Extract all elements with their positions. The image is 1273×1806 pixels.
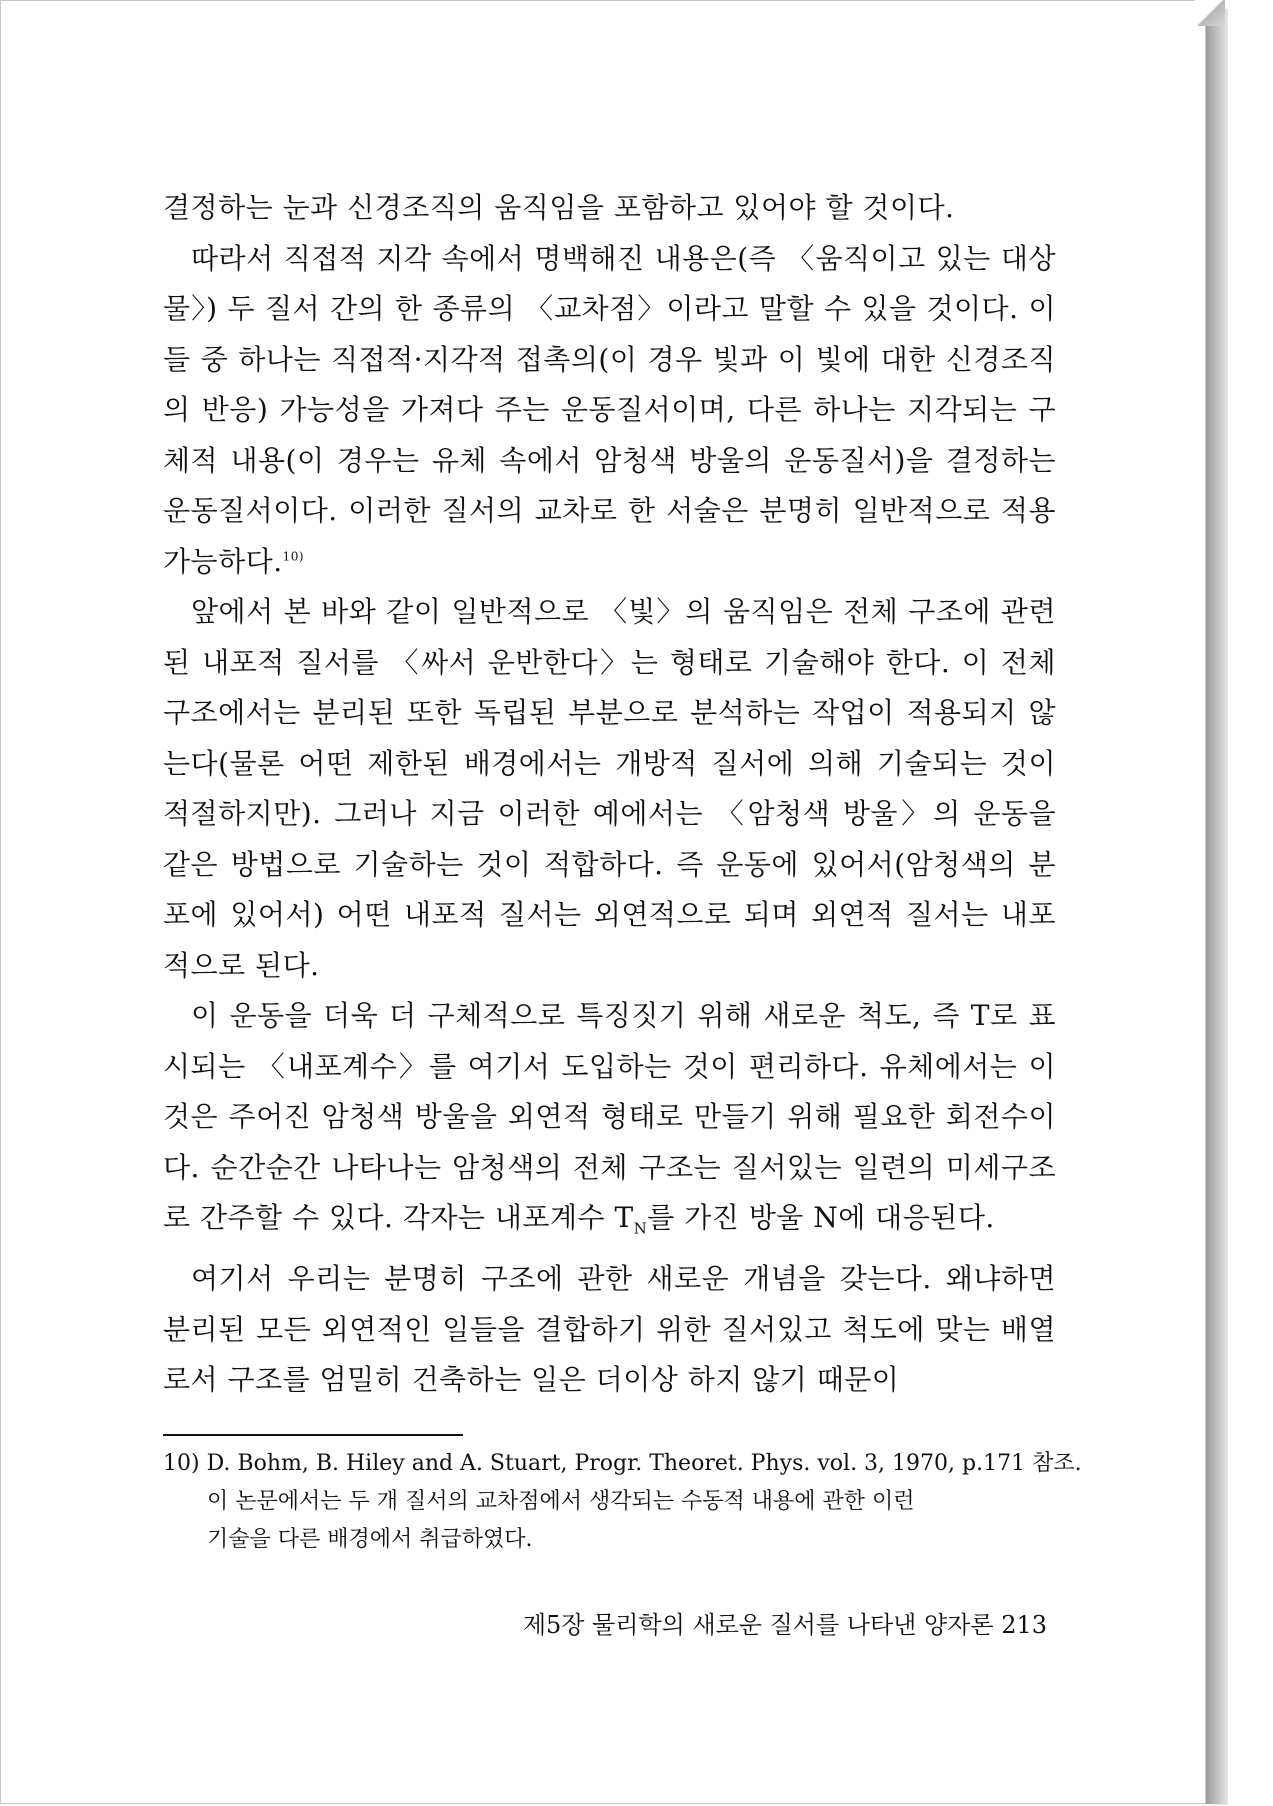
paragraph-enfoldment-text: 이 운동을 더욱 더 구체적으로 특징짓기 위해 새로운 척도, 즉 T로 표시되는 〈내포계수〉를 여기서 도입하는 것이 편리하다. 유체에서는 이것은 주어진 암청색 방울을 외연적 형태로 만들기 위해 필요한 회전수이다. 순간순간 나타나는 암청색의 전체 구조는 질서있는 일련의 미세구조로 간주할 수 있다. 각자는 내포계수 T (163, 999, 1056, 1234)
footnote-line-3: 기술을 다른 배경에서 취급하였다. (207, 1527, 533, 1552)
footnote-number: 10) (163, 1451, 200, 1476)
paragraph-light-movement: 앞에서 본 바와 같이 일반적으로 〈빛〉의 움직임은 전체 구조에 관련된 내포적 질서를 〈싸서 운반한다〉는 형태로 기술해야 한다. 이 전체 구조에서는 분리된 또한 독립된 부분으로 분석하는 작업이 적용되지 않는다(물론 어떤 제한된 배경에서는 개방적 질서에 의해 기술되는 것이 적절하지만). 그러나 지금 이러한 예에서는 〈암청색 방울〉의 운동을 같은 방법으로 기술하는 것이 적합하다. 즉 운동에 있어서(암청색의 분포에 있어서) 어떤 내포적 질서는 외연적으로 되며 외연적 질서는 내포적으로 된다. (163, 595, 1056, 982)
running-title: 제5장 물리학의 새로운 질서를 나타낸 양자론 (522, 1611, 994, 1639)
footnote-divider (163, 1434, 463, 1436)
paragraph-enfoldment-text-end: 를 가진 방울 N에 대응된다. (647, 1201, 995, 1234)
paragraph-perception-text: 따라서 직접적 지각 속에서 명백해진 내용은(즉 〈움직이고 있는 대상물〉) 두 질서 간의 한 종류의 〈교차점〉이라고 말할 수 있을 것이다. 이들 중 하나는 직접적·지각적 접촉의(이 경우 빛과 이 빛에 대한 신경조직의 반응) 가능성을 가져다 주는 운동질서이며, 다른 하나는 지각되는 구체적 내용(이 경우는 유체 속에서 암청색 방울의 운동질서)을 결정하는 운동질서이다. 이러한 질서의 교차로 한 서술은 분명히 일반적으로 적용 가능하다. (163, 241, 1056, 578)
page-edge-shadow (1206, 8, 1228, 1805)
footnote-citation: D. Bohm, B. Hiley and A. Stuart, Progr. Theoret. Phys. vol. 3, 1970, p.171 참조. (206, 1451, 1082, 1476)
paragraph-new-structure: 여기서 우리는 분명히 구조에 관한 새로운 개념을 갖는다. 왜냐하면 분리된 모든 외연적인 일들을 결합하기 위한 질서있고 척도에 맞는 배열로서 구조를 엄밀히 건축하는 일은 더이상 하지 않기 때문이 (163, 1262, 1056, 1397)
body-text (163, 183, 1056, 1406)
page-curl-corner (1195, 0, 1225, 26)
footnote-10 (163, 1445, 1082, 1559)
footnote-ref-10: 10) (282, 549, 305, 564)
page-footer (471, 1605, 1047, 1640)
paragraph-perception (163, 234, 1056, 588)
footnote-line-1 (163, 1445, 1082, 1483)
footnote-line-2: 이 논문에서는 두 개 질서의 교차점에서 생각되는 수동적 내용에 관한 이런 (207, 1489, 915, 1514)
page-number: 213 (1001, 1611, 1047, 1639)
paragraph-enfoldment-parameter (163, 991, 1056, 1254)
paragraph-continuation: 결정하는 눈과 신경조직의 움직임을 포함하고 있어야 할 것이다. (163, 191, 955, 224)
subscript-n: N (633, 1219, 648, 1238)
